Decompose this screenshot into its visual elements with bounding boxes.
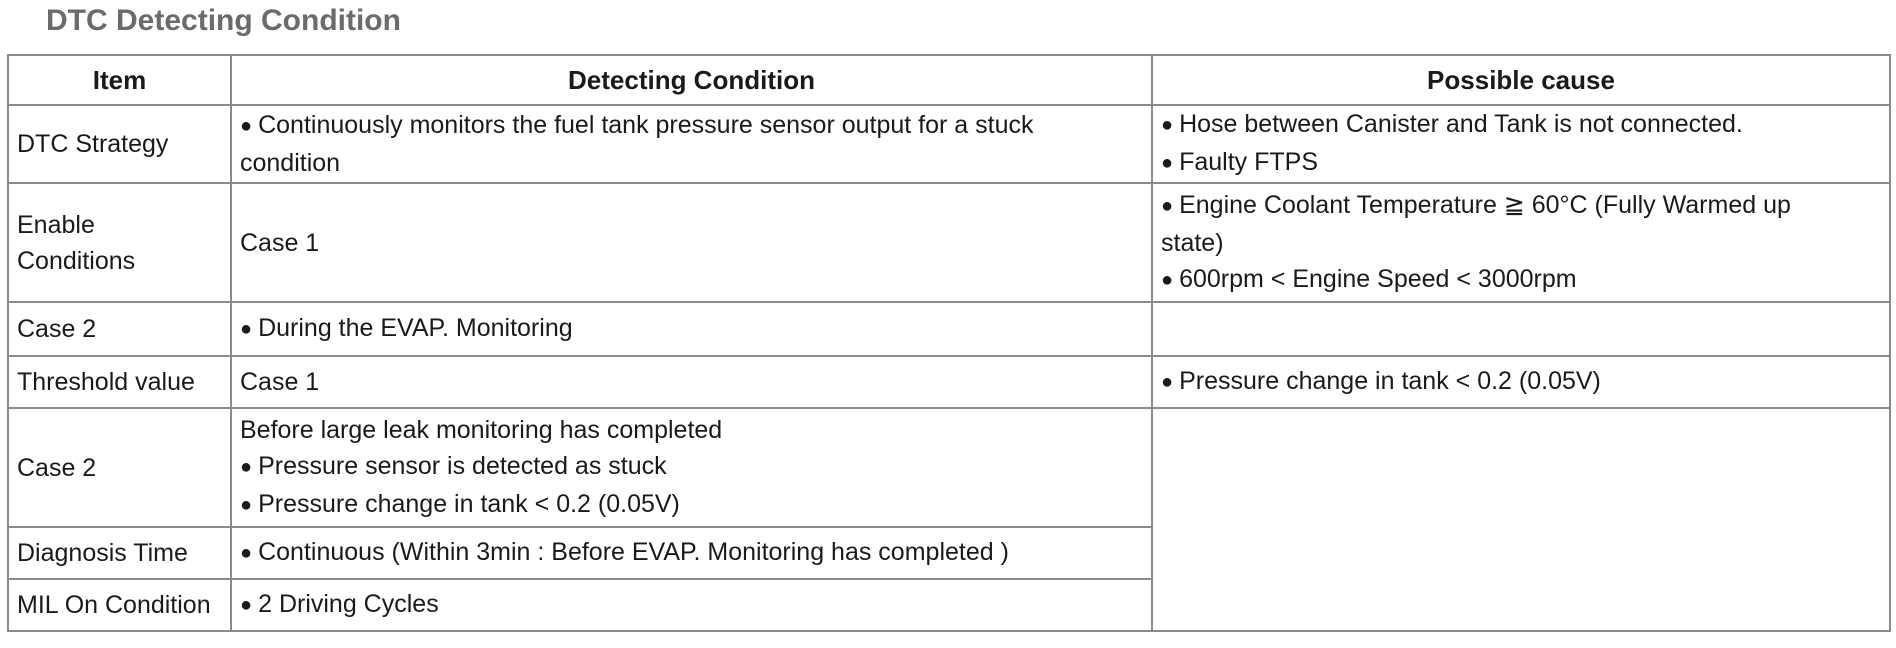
continuation-text: state) [1161,228,1224,257]
cell-detecting [231,579,1152,631]
header-item: Item [8,55,231,105]
cell-detecting [231,408,1152,527]
cell-detecting: Case 1 [231,183,1152,302]
cell-item [8,183,231,302]
cell-detecting: Case 1 [231,356,1152,408]
bullet-text: ● 600rpm < Engine Speed < 3000rpm [1161,261,1881,299]
bullet-text: ● Pressure sensor is detected as stuck [240,448,1143,486]
item-line: Conditions [17,246,136,275]
page-title: DTC Detecting Condition [46,4,401,37]
table-row-dtc-strategy [8,105,1890,183]
cell-item: Case 2 [8,302,231,356]
cell-cause [1152,356,1890,408]
bullet-text: ● Continuous (Within 3min : Before EVAP. Monitoring has completed ) [240,534,1143,572]
cell-item: Case 2 [8,408,231,527]
cell-detecting [231,527,1152,579]
header-possible-cause: Possible cause [1152,55,1890,105]
cell-cause [1152,302,1890,356]
table-row-threshold-value [8,356,1890,408]
table-header-row [8,55,1890,105]
cell-item: Diagnosis Time [8,527,231,579]
cell-detecting [231,302,1152,356]
dtc-condition-table [7,54,1891,632]
bullet-text: ● Continuously monitors the fuel tank pressure sensor output for a stuck [240,107,1143,145]
item-line: Enable [17,210,95,239]
table-row-enable-case-2 [8,302,1890,356]
cell-item: MIL On Condition [8,579,231,631]
cell-cause [1152,105,1890,183]
header-detecting-condition: Detecting Condition [231,55,1152,105]
bullet-text: ● Hose between Canister and Tank is not connected. [1161,106,1881,144]
bullet-text: ● During the EVAP. Monitoring [240,310,1143,348]
bullet-text: ● Pressure change in tank < 0.2 (0.05V) [240,486,1143,524]
cell-item: DTC Strategy [8,105,231,183]
bullet-text: ● Faulty FTPS [1161,144,1881,182]
cell-item: Threshold value [8,356,231,408]
cell-cause [1152,183,1890,302]
continuation-text: condition [240,149,341,177]
table-row-threshold-case-2 [8,408,1890,527]
cell-cause-merged [1152,408,1890,631]
bullet-text: ● Pressure change in tank < 0.2 (0.05V) [1161,363,1881,401]
cell-detecting [231,105,1152,183]
bullet-text: ● Engine Coolant Temperature ≧ 60°C (Fully Warmed up [1161,187,1881,225]
plain-text: Before large leak monitoring has completed [240,415,723,444]
bullet-text: ● 2 Driving Cycles [240,586,1143,624]
table-row-enable-conditions [8,183,1890,302]
